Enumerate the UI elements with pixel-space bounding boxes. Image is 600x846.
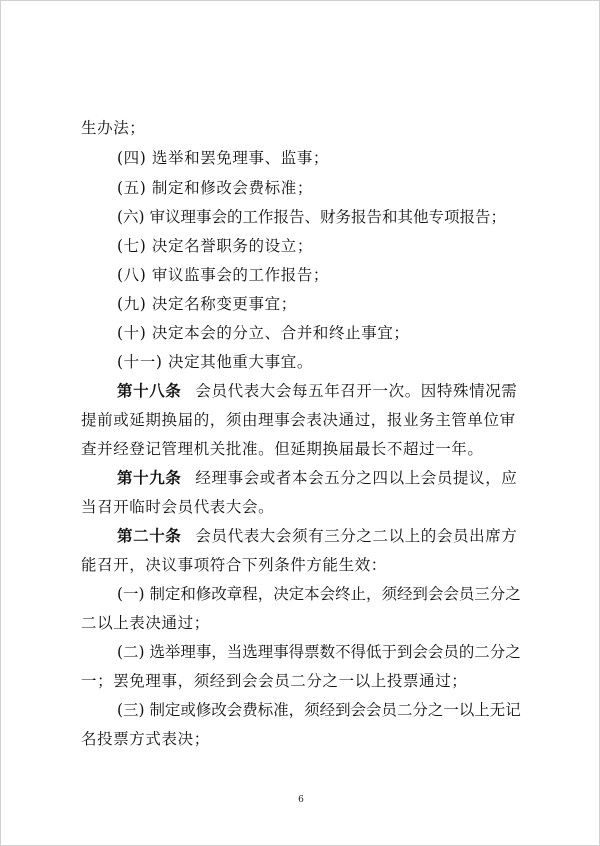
line-text: 查并经登记管理机关批准。但延期换届最长不超过一年。 — [81, 440, 484, 458]
line-text: 能召开，决议事项符合下列条件方能生效： — [81, 556, 387, 574]
text-line — [117, 352, 313, 372]
line-text: (九) 决定名称变更事宜； — [117, 295, 297, 313]
line-text: (三) 制定或修改会费标准，须经到会会员二分之一以上无记 — [117, 701, 521, 719]
line-text: (十) 决定本会的分立、合并和终止事宜； — [117, 324, 410, 342]
line-text: 经理事会或者本会五分之四以上会员提议，应 — [195, 469, 518, 487]
line-text: (八) 审议监事会的工作报告； — [117, 266, 330, 284]
line-text: 一；罢免理事，须经到会会员二分之一以上投票通过； — [81, 672, 468, 690]
article-number: 第十九条 — [117, 468, 182, 487]
text-line — [81, 671, 467, 691]
text-line — [117, 642, 521, 662]
text-line — [117, 584, 521, 604]
line-text: 生办法； — [81, 119, 146, 137]
line-text: 名投票方式表决； — [81, 730, 210, 748]
line-text: (二) 选举理事，当选理事得票数不得低于到会会员的二分之 — [117, 643, 521, 661]
line-text: (五) 制定和修改会费标准； — [117, 179, 313, 197]
line-text: 会员代表大会每五年召开一次。因特殊情况需 — [195, 382, 518, 400]
text-line — [117, 700, 521, 720]
text-line — [81, 118, 145, 138]
line-text: (六) 审议理事会的工作报告、财务报告和其他专项报告； — [117, 208, 507, 226]
line-text: (一) 制定和修改章程，决定本会终止，须经到会会员三分之 — [117, 585, 521, 603]
text-line — [117, 236, 313, 256]
text-line — [117, 148, 329, 168]
line-text: (四) 选举和罢免理事、监事； — [117, 149, 330, 167]
text-line — [81, 555, 387, 575]
text-line — [81, 410, 516, 430]
text-line — [81, 497, 274, 517]
line-text: 当召开临时会员代表大会。 — [81, 498, 275, 516]
line-text: 会员代表大会须有三分之二以上的会员出席方 — [195, 527, 518, 545]
text-line — [117, 265, 329, 285]
text-line — [117, 294, 297, 314]
text-line — [81, 613, 210, 633]
line-text: (七) 决定名誉职务的设立； — [117, 237, 313, 255]
line-text: (十一) 决定其他重大事宜。 — [117, 353, 313, 371]
text-line — [81, 729, 210, 749]
article-number: 第十八条 — [117, 381, 182, 400]
line-text: 提前或延期换届的，须由理事会表决通过，报业务主管单位审 — [81, 411, 516, 429]
text-line — [117, 323, 410, 343]
text-line — [81, 439, 484, 459]
article-paragraph-line — [117, 468, 517, 488]
text-line — [117, 178, 313, 198]
page-number: 6 — [298, 795, 304, 805]
article-paragraph-line — [117, 526, 517, 546]
text-line — [117, 207, 506, 227]
article-number: 第二十条 — [117, 526, 182, 545]
line-text: 二以上表决通过； — [81, 614, 210, 632]
article-paragraph-line — [117, 381, 517, 401]
